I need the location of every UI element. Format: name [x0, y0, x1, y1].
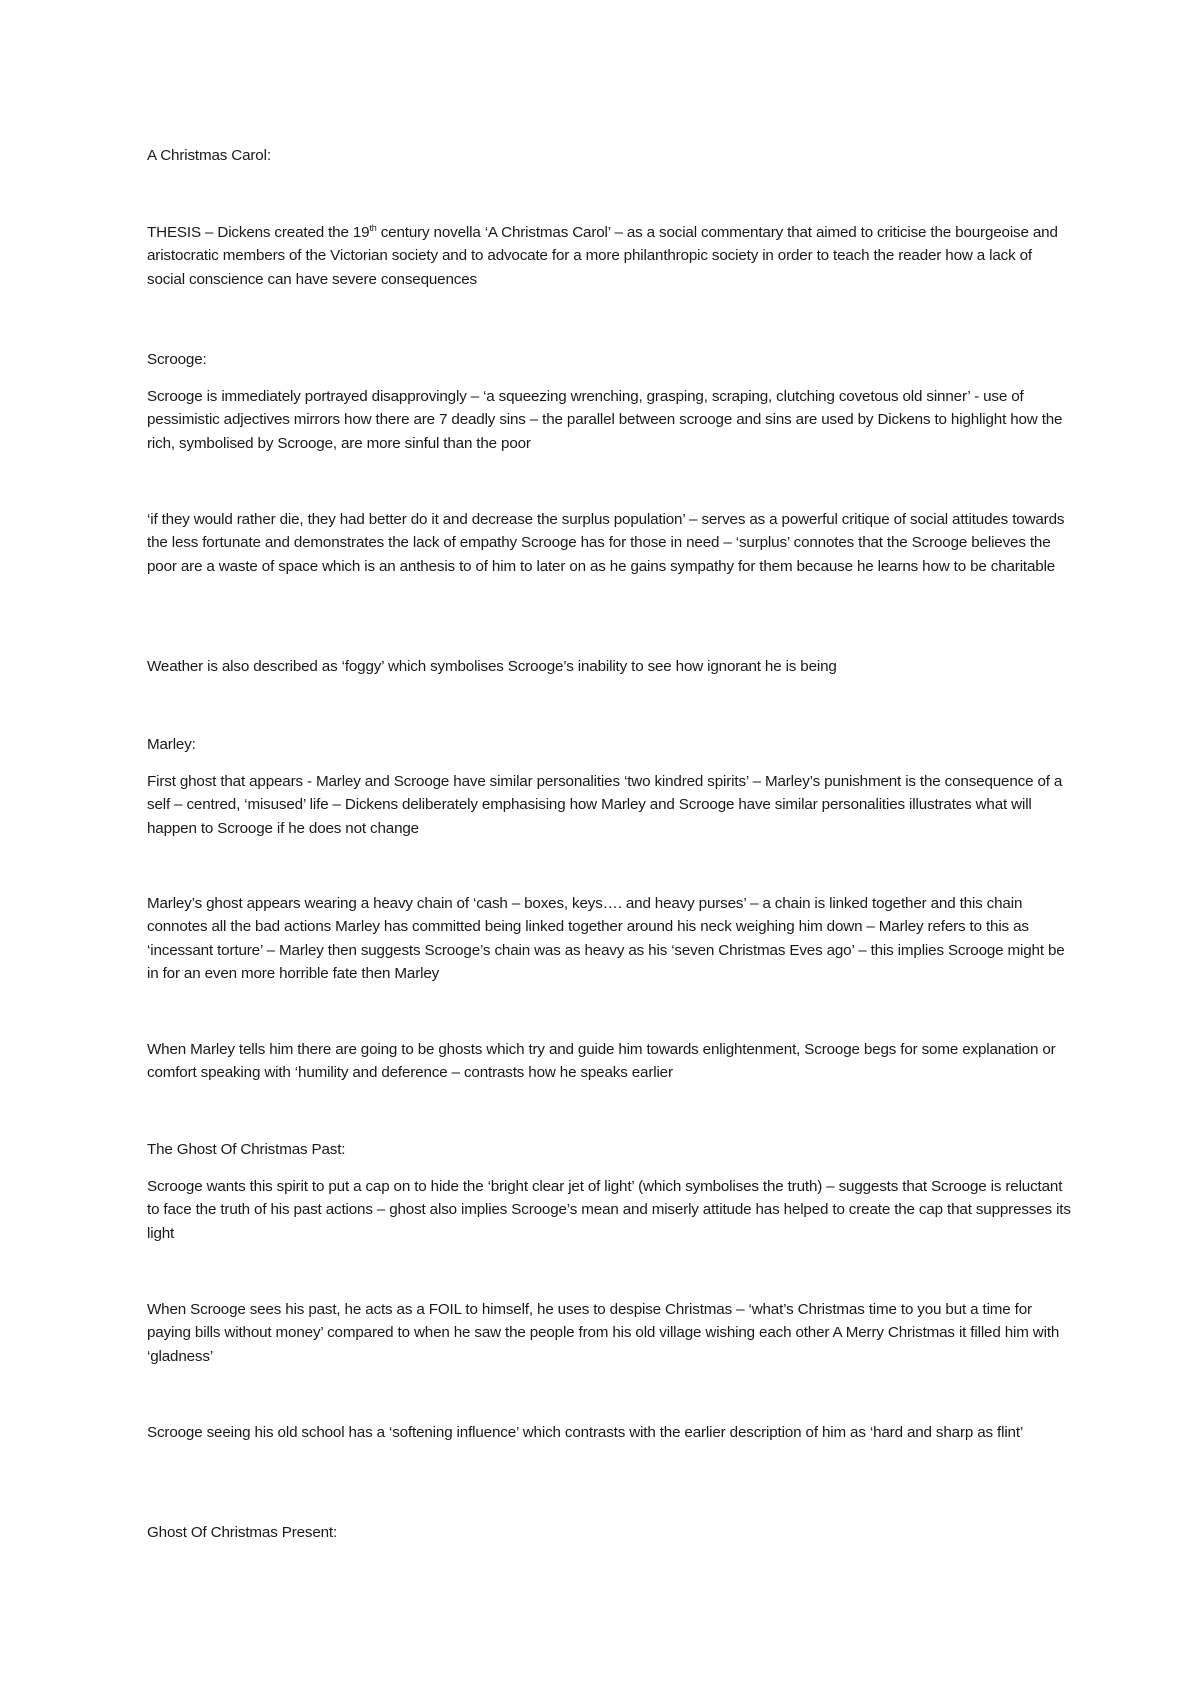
- section-heading-christmas-past: The Ghost Of Christmas Past:: [147, 1141, 346, 1158]
- document-title: A Christmas Carol:: [147, 147, 271, 164]
- past-paragraph-2: When Scrooge sees his past, he acts as a FOIL to himself, he uses to despise Christmas – ‘what’s Christmas time to you but a time for paying bills without money’ compared to when he saw the people from his old village wishing each other A Merry Christmas it filled him with ‘gladness’: [147, 1301, 1060, 1365]
- thesis-text-start: THESIS – Dickens created the 19: [147, 224, 370, 241]
- past-paragraph-3: Scrooge seeing his old school has a ‘softening influence’ which contrasts with the earlier description of him as ‘hard and sharp as flint’: [147, 1424, 1024, 1441]
- marley-paragraph-3: When Marley tells him there are going to be ghosts which try and guide him towards enlightenment, Scrooge begs for some explanation or comfort speaking with ‘humility and deference – contrasts how he speaks earlier: [147, 1041, 1056, 1082]
- scrooge-paragraph-1: Scrooge is immediately portrayed disapprovingly – ‘a squeezing wrenching, grasping, scraping, clutching covetous old sinner’ - use of pessimistic adjectives mirrors how there are 7 deadly sins – the parallel between scrooge and sins are used by Dickens to highlight how the rich, symbolised by Scrooge, are more sinful than the poor: [147, 388, 1063, 452]
- past-paragraph-1: Scrooge wants this spirit to put a cap on to hide the ‘bright clear jet of light’ (which symbolises the truth) – suggests that Scrooge is reluctant to face the truth of his past actions – ghost also implies Scrooge’s mean and miserly attitude has helped to create the cap that suppresses its light: [147, 1178, 1071, 1242]
- section-heading-scrooge: Scrooge:: [147, 351, 207, 368]
- thesis-paragraph: [147, 221, 1072, 291]
- marley-paragraph-1: First ghost that appears - Marley and Scrooge have similar personalities ‘two kindred spirits’ – Marley’s punishment is the consequence of a self – centred, ‘misused’ life – Dickens deliberately emphasising how Marley and Scrooge have similar personalities illustrates what will happen to Scrooge if he does not change: [147, 773, 1063, 837]
- scrooge-paragraph-2: ‘if they would rather die, they had better do it and decrease the surplus population’ – serves as a powerful critique of social attitudes towards the less fortunate and demonstrates the lack of empathy Scrooge has for those in need – ‘surplus’ connotes that the Scrooge believes the poor are a waste of space which is an anthesis to of him to later on as he gains sympathy for them because he learns how to be charitable: [147, 511, 1065, 575]
- thesis-superscript: th: [369, 222, 377, 233]
- scrooge-paragraph-3: Weather is also described as ‘foggy’ which symbolises Scrooge’s inability to see how ignorant he is being: [147, 658, 837, 675]
- section-heading-christmas-present: Ghost Of Christmas Present:: [147, 1524, 338, 1541]
- marley-paragraph-2: Marley’s ghost appears wearing a heavy chain of ‘cash – boxes, keys…. and heavy purses’ – a chain is linked together and this chain connotes all the bad actions Marley has committed being linked together around his neck weighing him down – Marley refers to this as ‘incessant torture’ – Marley then suggests Scrooge’s chain was as heavy as his ‘seven Christmas Eves ago’ – this implies Scrooge might be in for an even more horrible fate then Marley: [147, 895, 1065, 983]
- section-heading-marley: Marley:: [147, 736, 196, 753]
- thesis-text-end: century novella ‘A Christmas Carol’ – as a social commentary that aimed to criticise the bourgeoise and aristocratic members of the Victorian society and to advocate for a more philanthropic society in order to teach the reader how a lack of social conscience can have severe consequences: [147, 224, 1058, 288]
